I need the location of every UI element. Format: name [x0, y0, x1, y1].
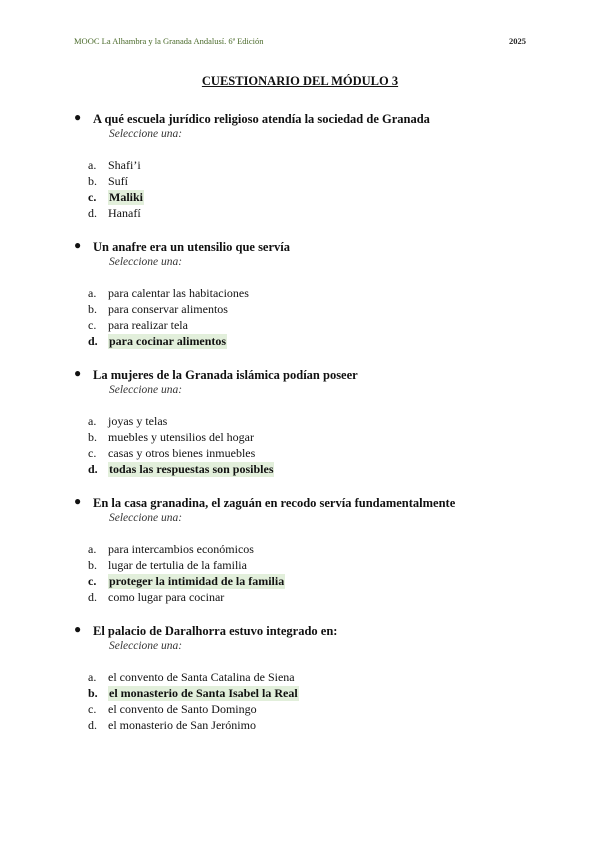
year: 2025: [509, 36, 526, 46]
option-text: Maliki: [109, 190, 144, 204]
question-text: En la casa granadina, el zaguán en recodo servía fundamentalmente: [93, 496, 456, 510]
option-text: como lugar para cocinar: [108, 590, 225, 604]
question-text: El palacio de Daralhorra estuvo integrado en:: [93, 624, 338, 638]
option-text: el monasterio de San Jerónimo: [108, 718, 256, 732]
question-row: [74, 240, 534, 256]
question-text: A qué escuela jurídico religioso atendía la sociedad de Granada: [93, 112, 430, 126]
select-instruction: Seleccione una:: [109, 640, 183, 652]
option-text: joyas y telas: [108, 414, 168, 428]
option-letter: a.: [88, 158, 97, 172]
select-instruction: Seleccione una:: [109, 128, 183, 140]
question-row: [74, 496, 534, 512]
option-text: Sufí: [108, 174, 129, 188]
option-text: el monasterio de Santa Isabel la Real: [109, 686, 298, 700]
option-letter: a.: [88, 286, 97, 300]
bullet-icon: ●: [74, 238, 82, 252]
option-letter: a.: [88, 542, 97, 556]
question-row: [74, 624, 534, 640]
option-text: Hanafí: [108, 206, 141, 220]
option-text: lugar de tertulia de la familia: [108, 558, 247, 572]
option-letter: d.: [88, 334, 98, 348]
option-letter: d.: [88, 718, 97, 732]
page-header: [74, 36, 526, 48]
option-letter: c.: [88, 446, 97, 460]
bullet-icon: ●: [74, 622, 82, 636]
option-text: Shafi’i: [108, 158, 141, 172]
option-letter: b.: [88, 174, 97, 188]
option-text: para conservar alimentos: [108, 302, 228, 316]
page-title: CUESTIONARIO DEL MÓDULO 3: [201, 74, 399, 88]
bullet-icon: ●: [74, 366, 82, 380]
select-instruction: Seleccione una:: [109, 256, 183, 268]
option-text: todas las respuestas son posibles: [109, 462, 274, 476]
bullet-icon: ●: [74, 494, 82, 508]
option-letter: b.: [88, 686, 98, 700]
question-1: [74, 110, 534, 220]
option-letter: b.: [88, 302, 97, 316]
option-letter: c.: [88, 702, 97, 716]
option-text: el convento de Santo Domingo: [108, 702, 257, 716]
option-text: el convento de Santa Catalina de Siena: [108, 670, 295, 684]
course-title: MOOC La Alhambra y la Granada Andalusí. 6ª Edición: [74, 36, 264, 46]
option-letter: d.: [88, 590, 97, 604]
option-letter: c.: [88, 574, 97, 588]
bullet-icon: ●: [74, 110, 82, 124]
option-text: muebles y utensilios del hogar: [108, 430, 254, 444]
option-letter: c.: [88, 190, 97, 204]
option-text: para cocinar alimentos: [109, 334, 227, 348]
option-letter: a.: [88, 414, 97, 428]
question-row: [74, 368, 534, 384]
question-text: Un anafre era un utensilio que servía: [93, 240, 290, 254]
question-row: [74, 112, 534, 128]
question-5: [74, 622, 534, 732]
question-4: [74, 494, 534, 604]
option-letter: c.: [88, 318, 97, 332]
option-text: para calentar las habitaciones: [108, 286, 249, 300]
option-letter: b.: [88, 558, 97, 572]
option-text: para intercambios económicos: [108, 542, 254, 556]
option-letter: b.: [88, 430, 97, 444]
option-letter: d.: [88, 206, 97, 220]
option-letter: d.: [88, 462, 98, 476]
question-3: [74, 366, 534, 476]
option-text: casas y otros bienes inmuebles: [108, 446, 256, 460]
question-text: La mujeres de la Granada islámica podían poseer: [93, 368, 358, 382]
option-letter: a.: [88, 670, 97, 684]
select-instruction: Seleccione una:: [109, 512, 183, 524]
option-text: proteger la intimidad de la familia: [109, 574, 285, 588]
question-2: [74, 238, 534, 348]
option-text: para realizar tela: [108, 318, 188, 332]
select-instruction: Seleccione una:: [109, 384, 183, 396]
